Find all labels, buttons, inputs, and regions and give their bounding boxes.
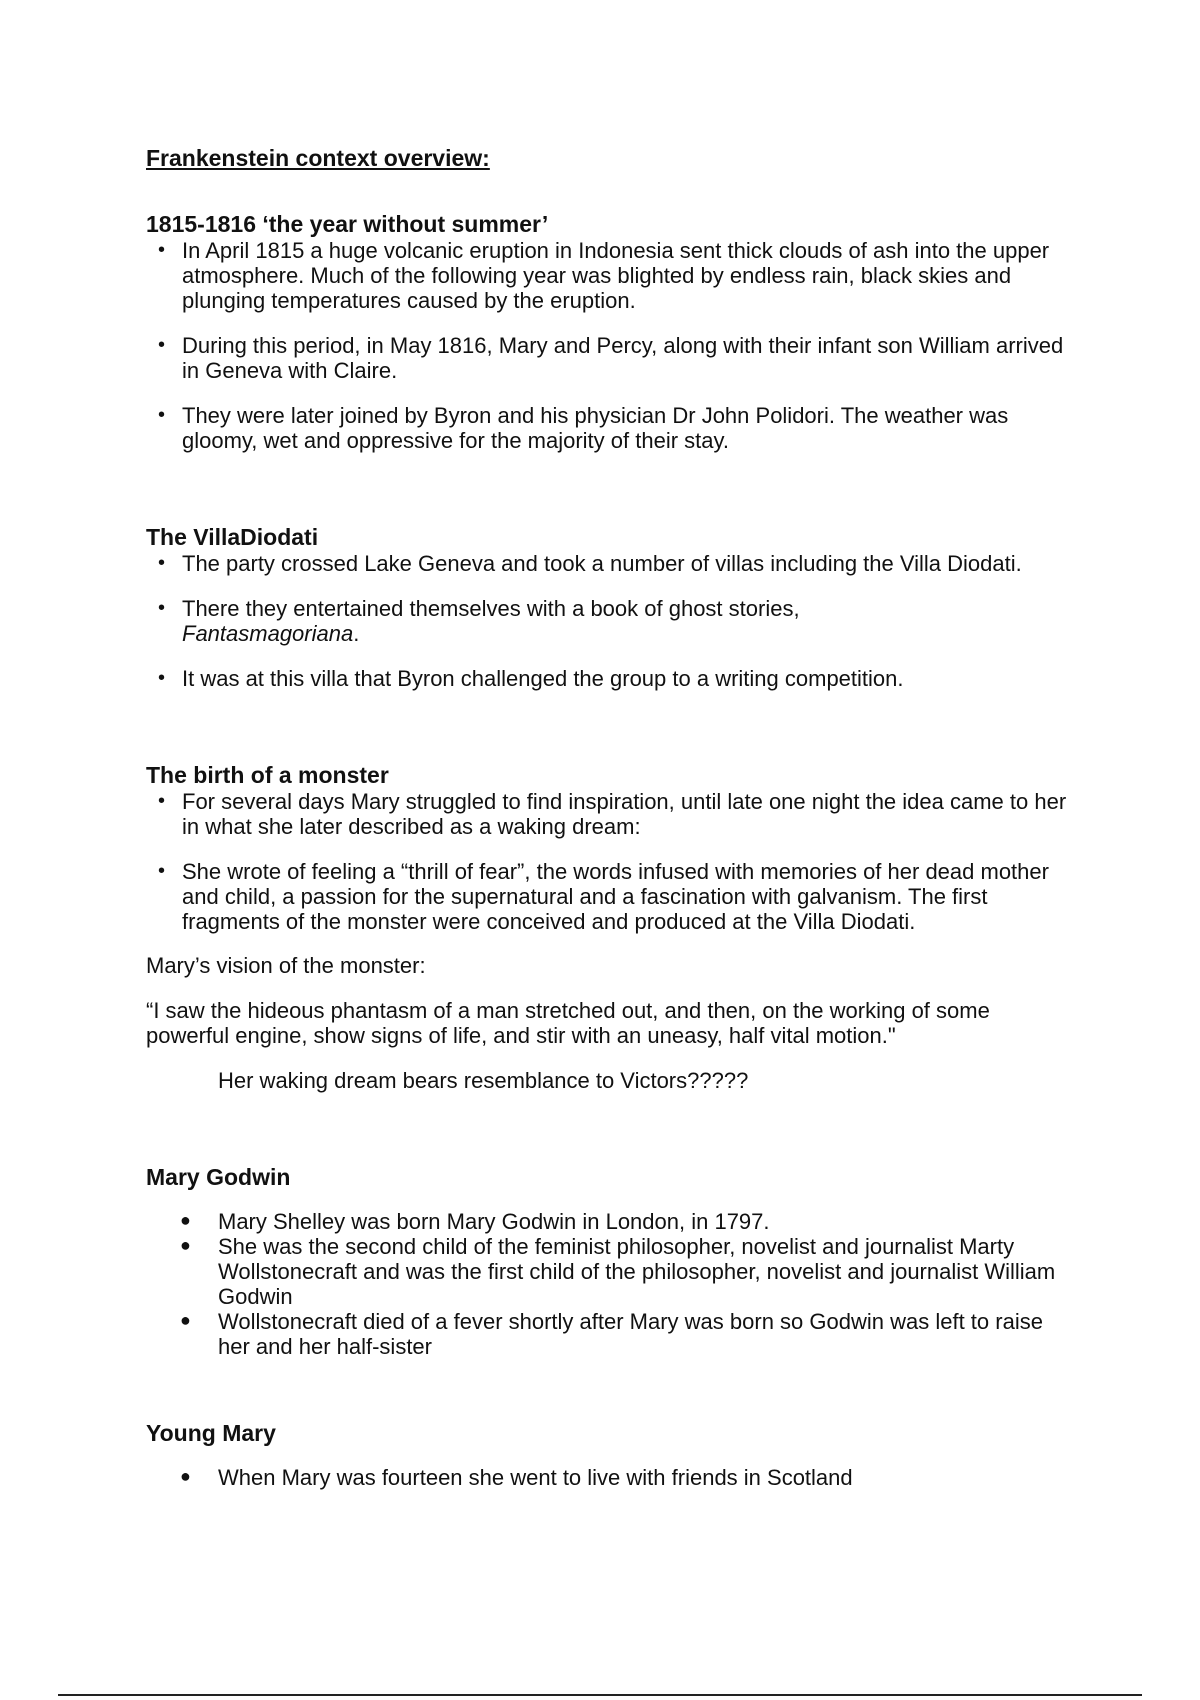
list-item-text: Wollstonecraft died of a fever shortly after Mary was born so Godwin was left to raise her and her half-sister [218,1309,1043,1359]
list-item-text: When Mary was fourteen she went to live with friends in Scotland [218,1465,853,1490]
list-item-text: For several days Mary struggled to find inspiration, until late one night the idea came to her in what she later described as a waking dream: [182,789,1067,839]
bullet-icon: • [158,860,166,882]
list-item [146,333,1076,383]
vision-label: Mary’s vision of the monster: [146,953,426,978]
list-item-text: In April 1815 a huge volcanic eruption in Indonesia sent thick clouds of ash into the upper atmosphere. Much of the following year was blighted by endless rain, black skies and plunging temperatures caused by the eruption. [182,238,1050,313]
bullet-list [146,1209,1076,1359]
list-item-text: They were later joined by Byron and his physician Dr John Polidori. The weather was gloomy, wet and oppressive for the majority of their stay. [182,403,1009,453]
list-item [146,238,1076,313]
list-item-text: During this period, in May 1816, Mary and Percy, along with their infant son William arrived in Geneva with Claire. [182,333,1064,383]
document-title: Frankenstein context overview: [146,145,490,171]
bullet-icon: ● [180,1310,191,1330]
list-item-text: It was at this villa that Byron challenged the group to a writing competition. [182,666,904,691]
list-item [146,789,1076,839]
list-item [146,1465,1076,1490]
bullet-icon: ● [180,1210,191,1230]
list-item [146,596,1076,646]
section-heading: Young Mary [146,1420,276,1446]
section-villa-diodati [146,523,1076,691]
quote: “I saw the hideous phantasm of a man stretched out, and then, on the working of some powerful engine, show signs of life, and stir with an uneasy, half vital motion." [146,998,990,1048]
list-item-text: She was the second child of the feminist philosopher, novelist and journalist Marty Wollstonecraft and was the first child of the philosopher, novelist and journalist William Godwin [218,1234,1056,1309]
bullet-icon: • [158,790,166,812]
bullet-icon: • [158,404,166,426]
section-year-without-summer [146,210,1076,453]
section-heading: Mary Godwin [146,1164,291,1190]
bullet-list [146,551,1076,691]
list-item [146,551,1076,576]
list-item-text: There they entertained themselves with a book of ghost stories, [182,596,800,621]
bullet-list [146,789,1076,934]
list-item [146,859,1076,934]
section-young-mary [146,1419,1076,1490]
bullet-icon: • [158,552,166,574]
list-item [146,403,1076,453]
bullet-icon: • [158,597,166,619]
note: Her waking dream bears resemblance to Victors????? [218,1068,749,1093]
list-item-text: . [353,621,360,646]
section-heading: The birth of a monster [146,762,389,788]
section-mary-godwin [146,1163,1076,1359]
bullet-list [146,1465,1076,1490]
document-page [146,144,1076,1490]
list-item [146,1234,1076,1309]
list-item-text: The party crossed Lake Geneva and took a number of villas including the Villa Diodati. [182,551,1022,576]
page-divider [58,1694,1142,1696]
list-item [146,666,1076,691]
bullet-icon: • [158,334,166,356]
section-heading: The VillaDiodati [146,524,319,550]
bullet-icon: ● [180,1235,191,1255]
bullet-list [146,238,1076,453]
list-item [146,1309,1076,1359]
bullet-icon: • [158,667,166,689]
section-birth-of-monster [146,761,1076,1093]
list-item [146,1209,1076,1234]
book-title: Fantasmagoriana [182,621,354,646]
list-item-text: She wrote of feeling a “thrill of fear”, the words infused with memories of her dead mother and child, a passion for the supernatural and a fascination with galvanism. The first fragments of the monster were conceived and produced at the Villa Diodati. [182,859,1049,934]
list-item-text: Mary Shelley was born Mary Godwin in London, in 1797. [218,1209,770,1234]
bullet-icon: • [158,239,166,261]
section-heading: 1815-1816 ‘the year without summer’ [146,211,549,237]
bullet-icon: ● [180,1466,191,1486]
